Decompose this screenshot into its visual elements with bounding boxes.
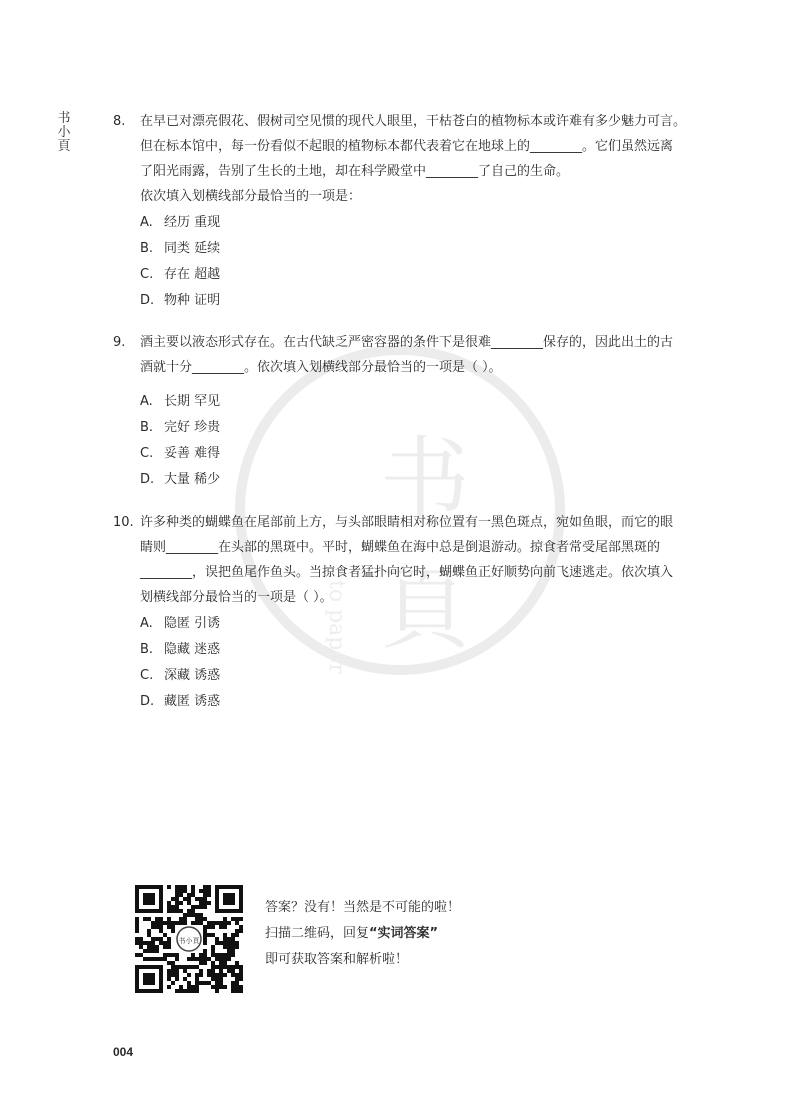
option-b: B. 同类 延续 [140,241,221,256]
svg-text:to paper: to paper [324,580,349,674]
question-prompt: 依次填入划横线部分最恰当的一项是： [140,189,362,204]
svg-text:书: 书 [380,427,470,532]
qr-center-logo: 书小頁 [178,937,200,945]
option-c: C. 妥善 难得 [140,446,221,461]
question-text-line: ________，误把鱼尾作鱼头。当掠食者猛扑向它时，蝴蝶鱼正好顺势向前飞速逃走。依次填入 [140,565,674,580]
question-9 [113,330,693,492]
question-text-line: 酒就十分________。依次填入划横线部分最恰当的一项是（ ）。 [140,360,502,375]
qr-code[interactable] [135,885,243,993]
option-a: A. 长期 罕见 [140,394,221,409]
promo-line-3: 即可获取答案和解析啦！ [265,952,409,967]
logo-char: 頁 [57,139,71,154]
option-d: D. 物种 证明 [140,293,221,308]
answer-promo [135,885,635,995]
question-number: 9. [113,335,126,350]
question-text-line: 了阳光雨露，告别了生长的土地，却在科学殿堂中________了自己的生命。 [140,164,570,179]
svg-text:頁: 頁 [380,557,470,662]
reply-keyword: “实词答案” [369,926,439,941]
option-b: B. 隐藏 迷惑 [140,642,221,657]
promo-line-1: 答案？没有！当然是不可能的啦！ [265,900,461,915]
option-c: C. 存在 超越 [140,267,221,282]
logo-char: 书 [57,111,71,126]
question-text-line: 酒主要以液态形式存在。在古代缺乏严密容器的条件下是很难________保存的，因此出土的古 [140,335,674,350]
option-b: B. 完好 珍贵 [140,420,221,435]
question-number: 10. [113,515,134,530]
option-c: C. 深藏 诱惑 [140,668,221,683]
promo-text [265,895,460,973]
page-number: 004 [113,1045,134,1059]
brand-logo [56,112,72,154]
promo-line-2: 扫描二维码，回复“实词答案” [265,926,439,941]
question-text-line: 但在标本馆中，每一份看似不起眼的植物标本都代表着它在地球上的________。它们虽然远离 [140,139,674,154]
question-8 [113,109,693,313]
question-text-line: 睛则________在头部的黑斑中。平时，蝴蝶鱼在海中总是倒退游动。掠食者常受尾部黑斑的 [140,540,661,555]
option-a: A. 经历 重现 [140,215,221,230]
question-text-line: 划横线部分最恰当的一项是（ ）。 [140,590,333,605]
option-d: D. 藏匿 诱惑 [140,694,221,709]
question-10 [113,510,693,714]
question-text-line: 许多种类的蝴蝶鱼在尾部前上方，与头部眼睛相对称位置有一黑色斑点，宛如鱼眼，而它的眼 [140,515,674,530]
logo-char: 小 [57,125,71,140]
option-d: D. 大量 稀少 [140,472,221,487]
option-a: A. 隐匿 引诱 [140,616,221,631]
question-text-line: 在早已对漂亮假花、假树司空见惯的现代人眼里，干枯苍白的植物标本或许难有多少魅力可言。 [140,114,687,129]
question-number: 8. [113,114,126,129]
